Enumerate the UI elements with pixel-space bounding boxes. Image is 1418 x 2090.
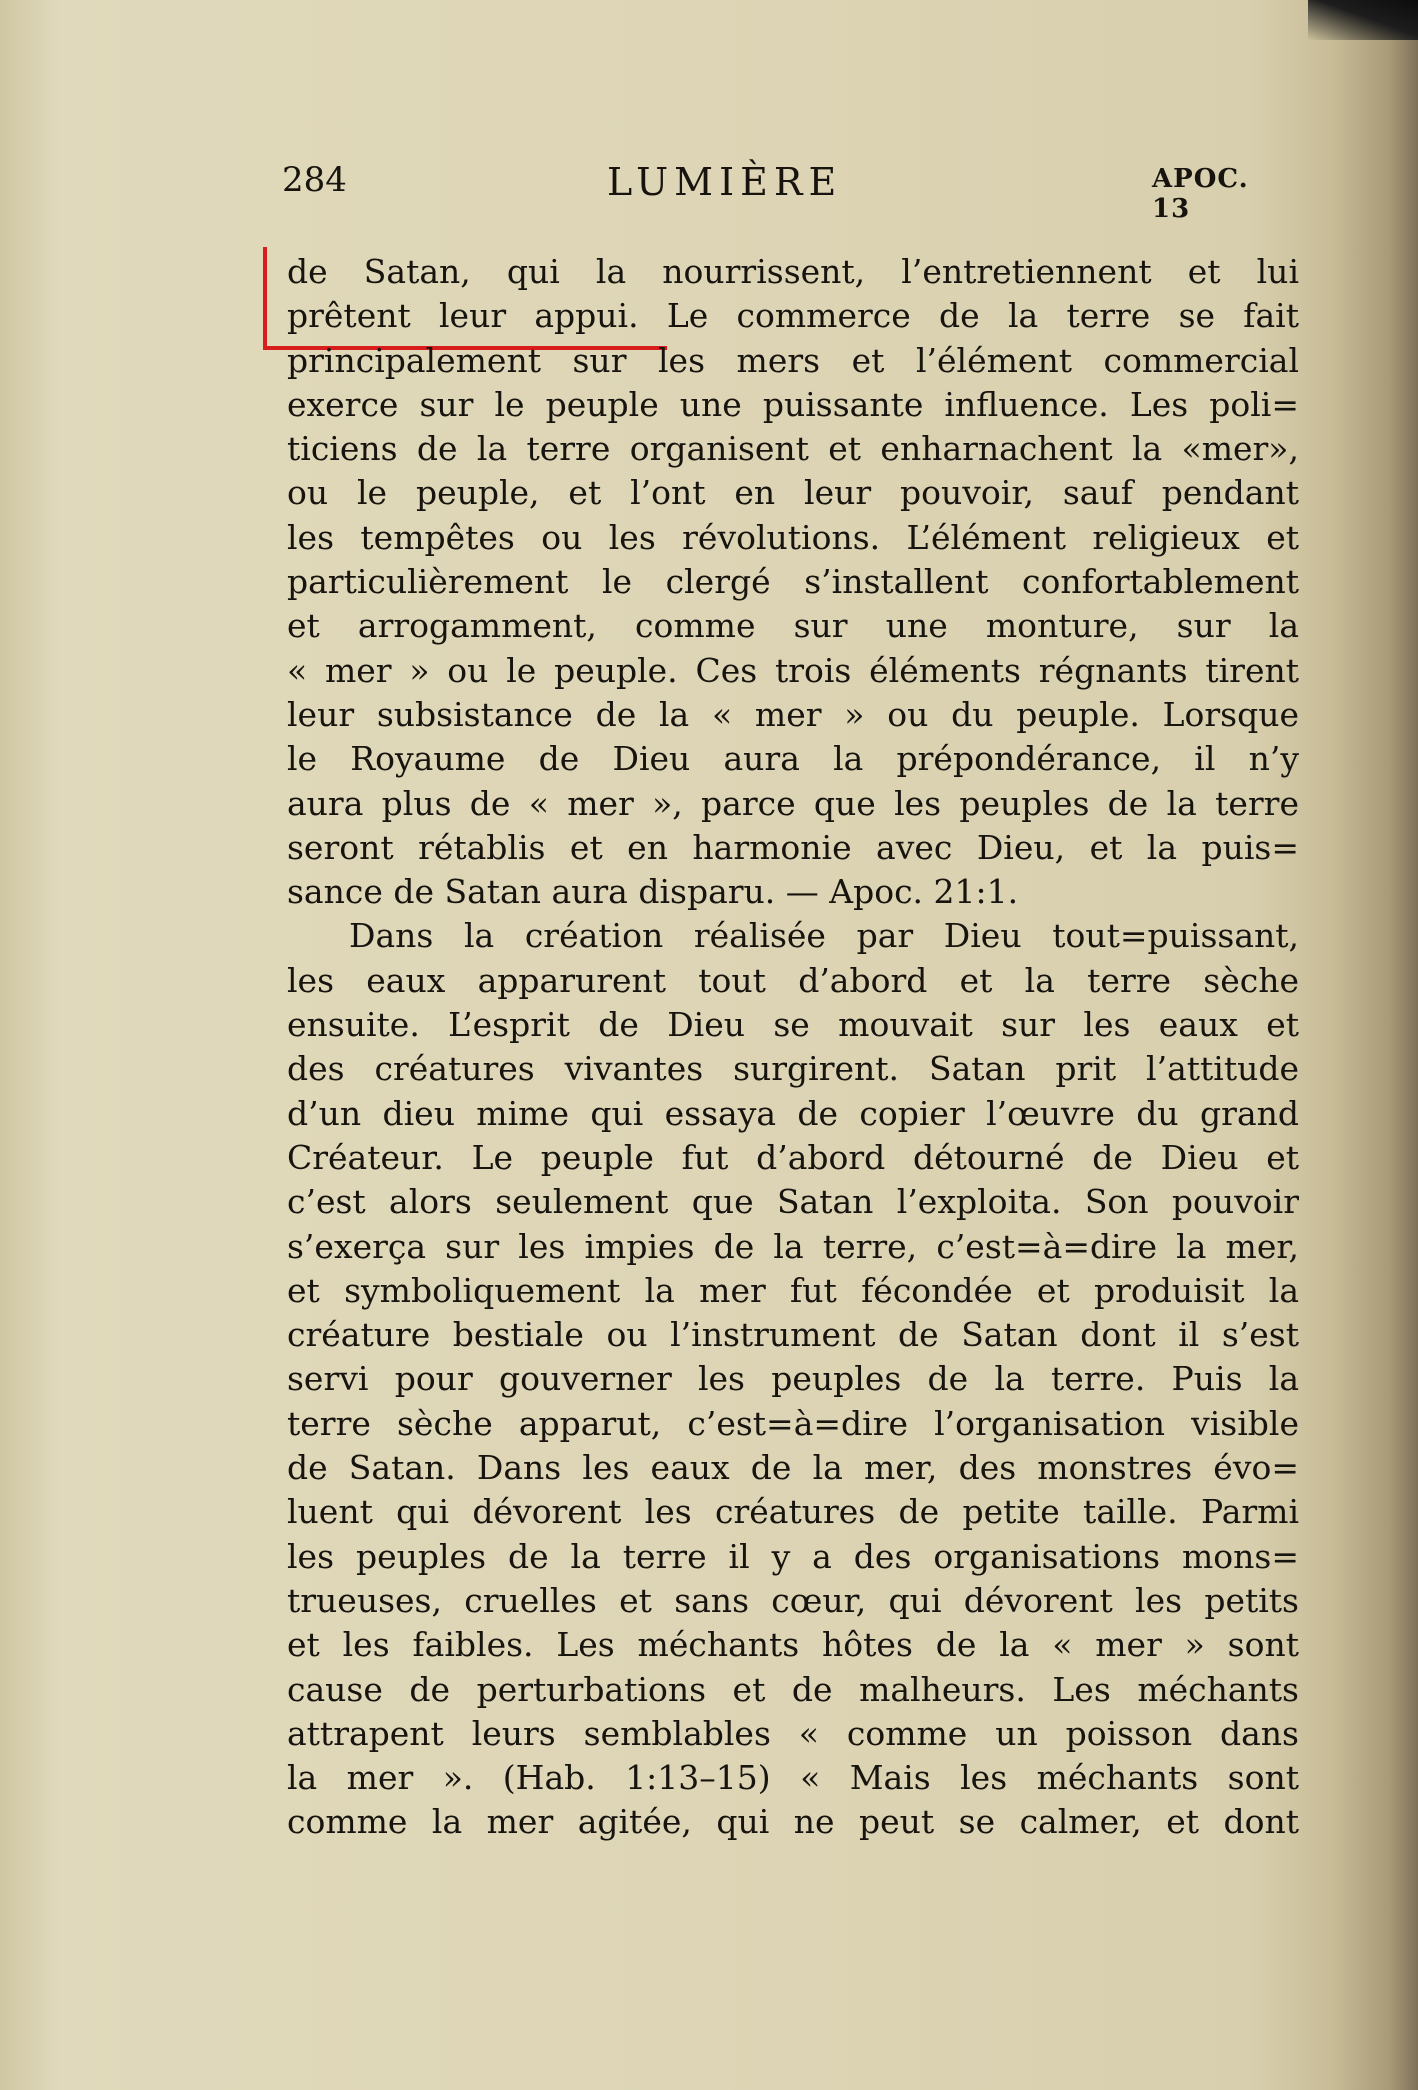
text-line: exerce sur le peuple une puissante influence. Les poli= bbox=[287, 384, 1299, 424]
text-line: ou le peuple, et l’ont en leur pouvoir, sauf pendant bbox=[287, 473, 1299, 513]
text-line: et les faibles. Les méchants hôtes de la « mer » sont bbox=[287, 1625, 1299, 1665]
text-line: particulièrement le clergé s’installent confortablement bbox=[287, 562, 1299, 602]
chapter-reference: APOC. 13 bbox=[1152, 164, 1249, 224]
page-corner-shadow bbox=[1308, 0, 1418, 40]
text-line: de Satan. Dans les eaux de la mer, des monstres évo= bbox=[287, 1448, 1299, 1488]
text-line: comme la mer agitée, qui ne peut se calmer, et dont bbox=[287, 1802, 1299, 1842]
text-line: sance de Satan aura disparu. — Apoc. 21:1. bbox=[287, 872, 1019, 912]
running-title: LUMIÈRE bbox=[607, 160, 843, 204]
text-line: s’exerça sur les impies de la terre, c’est=à=dire la mer, bbox=[287, 1226, 1299, 1266]
text-line: terre sèche apparut, c’est=à=dire l’organisation visible bbox=[287, 1403, 1299, 1443]
text-line: des créatures vivantes surgirent. Satan prit l’attitude bbox=[287, 1049, 1299, 1089]
page-number: 284 bbox=[282, 160, 347, 200]
text-line: « mer » ou le peuple. Ces trois éléments régnants tirent bbox=[287, 650, 1299, 690]
text-line: créature bestiale ou l’instrument de Satan dont il s’est bbox=[287, 1315, 1299, 1355]
text-line: c’est alors seulement que Satan l’exploita. Son pouvoir bbox=[287, 1182, 1299, 1222]
red-margin-marker bbox=[263, 247, 267, 349]
text-line: les eaux apparurent tout d’abord et la terre sèche bbox=[287, 960, 1299, 1000]
text-line: et arrogamment, comme sur une monture, sur la bbox=[287, 606, 1299, 646]
page-header bbox=[282, 160, 1282, 224]
text-line: les tempêtes ou les révolutions. L’élément religieux et bbox=[287, 517, 1299, 557]
text-line: Créateur. Le peuple fut d’abord détourné de Dieu et bbox=[287, 1137, 1299, 1177]
text-line: la mer ». (Hab. 1:13–15) « Mais les méchants sont bbox=[287, 1758, 1299, 1798]
text-line-paragraph-start: Dans la création réalisée par Dieu tout=puissant, bbox=[349, 916, 1299, 956]
text-line: seront rétablis et en harmonie avec Dieu, et la puis= bbox=[287, 827, 1299, 867]
text-line: les peuples de la terre il y a des organisations mons= bbox=[287, 1536, 1299, 1576]
text-line: servi pour gouverner les peuples de la terre. Puis la bbox=[287, 1359, 1299, 1399]
text-line: d’un dieu mime qui essaya de copier l’œuvre du grand bbox=[287, 1093, 1299, 1133]
text-line: attrapent leurs semblables « comme un poisson dans bbox=[287, 1713, 1299, 1753]
text-line: leur subsistance de la « mer » ou du peuple. Lorsque bbox=[287, 694, 1299, 734]
text-line: trueuses, cruelles et sans cœur, qui dévorent les petits bbox=[287, 1580, 1299, 1620]
text-line: le Royaume de Dieu aura la prépondérance, il n’y bbox=[287, 739, 1299, 779]
text-line: luent qui dévorent les créatures de petite taille. Parmi bbox=[287, 1492, 1299, 1532]
text-line: ensuite. L’esprit de Dieu se mouvait sur les eaux et bbox=[287, 1005, 1299, 1045]
body-text bbox=[287, 250, 1299, 1845]
text-line: et symboliquement la mer fut fécondée et produisit la bbox=[287, 1270, 1299, 1310]
text-line: prêtent leur appui. Le commerce de la terre se fait bbox=[287, 296, 1299, 336]
text-line: principalement sur les mers et l’élément commercial bbox=[287, 340, 1299, 380]
text-line: de Satan, qui la nourrissent, l’entretiennent et lui bbox=[287, 252, 1299, 291]
text-line: ticiens de la terre organisent et enharnachent la «mer», bbox=[287, 429, 1299, 469]
text-line: aura plus de « mer », parce que les peuples de la terre bbox=[287, 783, 1299, 823]
text-line: cause de perturbations et de malheurs. Les méchants bbox=[287, 1669, 1299, 1709]
